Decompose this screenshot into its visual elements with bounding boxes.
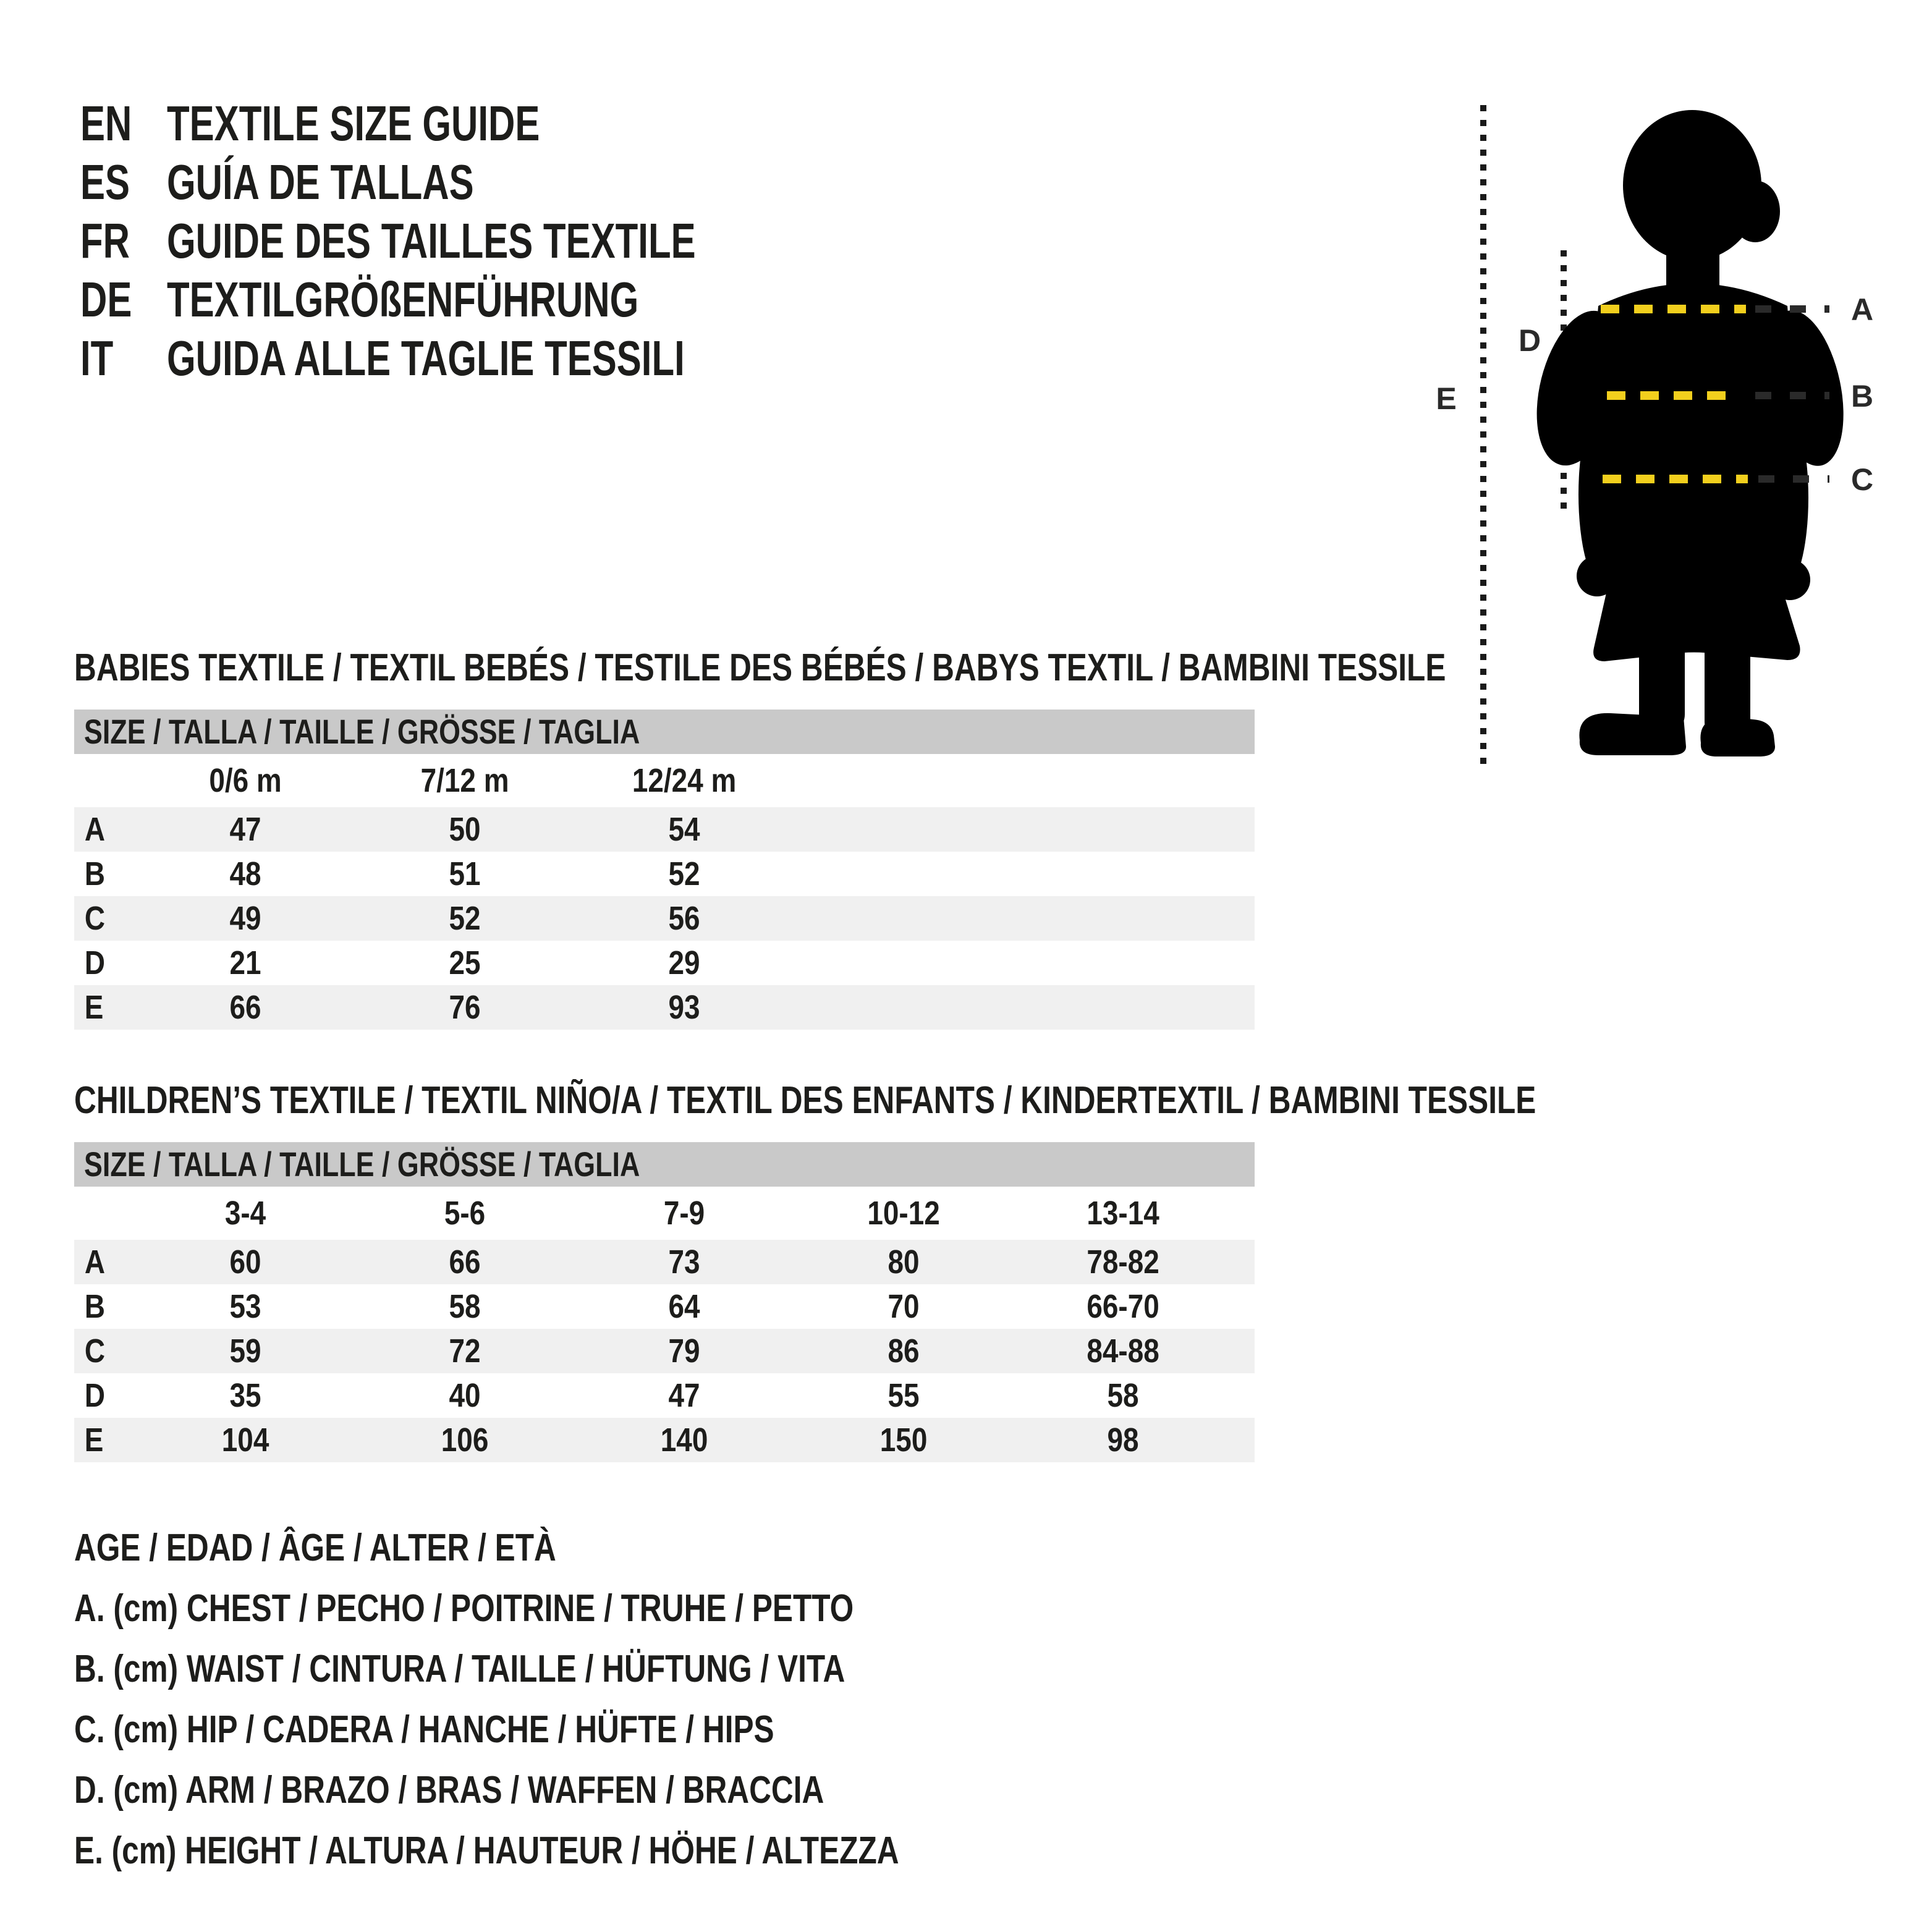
cell-text: 59 xyxy=(229,1332,262,1370)
children-column-10-12-text: 10-12 xyxy=(867,1195,941,1232)
legend-chest xyxy=(74,1578,1105,1639)
children-table-header xyxy=(74,1142,1255,1187)
row-label-text: D xyxy=(84,944,106,981)
babies-row-D xyxy=(74,941,1255,985)
row-label xyxy=(74,810,136,849)
lang-row-en xyxy=(80,94,872,153)
children-column-7-9 xyxy=(575,1194,794,1232)
cell xyxy=(136,1287,355,1326)
cell-text: 53 xyxy=(229,1288,262,1325)
silhouette-right-shoe xyxy=(1700,717,1775,756)
lang-code-fr-text: FR xyxy=(80,213,130,268)
row-label-text: E xyxy=(84,1421,104,1459)
children-size-table xyxy=(74,1142,1255,1462)
lang-title-fr xyxy=(167,213,872,269)
lang-title-es xyxy=(167,154,576,211)
row-label xyxy=(74,1376,136,1415)
babies-section-title xyxy=(74,646,1789,690)
babies-column-7-12m-text: 7/12 m xyxy=(421,762,509,799)
cell xyxy=(136,1332,355,1370)
lang-code-es-text: ES xyxy=(80,154,130,210)
lang-title-de xyxy=(167,271,796,328)
children-row-B xyxy=(74,1284,1255,1329)
lang-code-de xyxy=(80,271,167,328)
children-column-5-6-text: 5-6 xyxy=(444,1195,486,1232)
lang-code-en xyxy=(80,95,167,152)
lang-title-es-text: GUÍA DE TALLAS xyxy=(167,154,474,210)
cell-text: 66 xyxy=(229,989,262,1026)
children-column-header-row xyxy=(74,1187,1255,1240)
lang-row-it xyxy=(80,329,872,388)
row-label xyxy=(74,988,136,1027)
label-A: A xyxy=(1851,292,1874,327)
children-row-C xyxy=(74,1329,1255,1373)
cell xyxy=(136,855,355,893)
cell xyxy=(355,899,575,938)
silhouette-shorts xyxy=(1593,557,1800,661)
cell-text: 49 xyxy=(229,900,262,937)
cell-text: 47 xyxy=(229,811,262,848)
cell xyxy=(355,1243,575,1281)
legend-height-text: E. (cm) HEIGHT / ALTURA / HAUTEUR / HÖHE / ALTEZZA xyxy=(74,1829,899,1872)
cell-text: 21 xyxy=(229,944,262,981)
cell-text: 48 xyxy=(229,855,262,892)
legend-waist xyxy=(74,1639,1105,1700)
cell xyxy=(355,1421,575,1459)
row-label-text: C xyxy=(84,900,106,937)
children-column-7-9-text: 7-9 xyxy=(664,1195,705,1232)
babies-section-title-text: BABIES TEXTILE / TEXTIL BEBÉS / TESTILE DES BÉBÉS / BABYS TEXTIL / BAMBINI TESSILE xyxy=(74,646,1446,689)
babies-column-0-6m-text: 0/6 m xyxy=(209,762,282,799)
cell xyxy=(794,1287,1014,1326)
language-title-block xyxy=(80,94,872,388)
cell xyxy=(355,1376,575,1415)
cell xyxy=(575,899,794,938)
cell xyxy=(355,1332,575,1370)
cell-text: 106 xyxy=(441,1421,489,1459)
silhouette-left-shoe xyxy=(1579,713,1686,755)
cell-text: 58 xyxy=(1107,1377,1140,1414)
lang-row-es xyxy=(80,153,872,211)
cell-text: 25 xyxy=(449,944,481,981)
legend-arm-text: D. (cm) ARM / BRAZO / BRAS / WAFFEN / BRACCIA xyxy=(74,1769,824,1811)
cell xyxy=(355,944,575,982)
cell xyxy=(136,1376,355,1415)
cell-text: 52 xyxy=(668,855,701,892)
cell-text: 73 xyxy=(668,1244,701,1281)
lang-code-it xyxy=(80,330,167,387)
children-column-13-14-text: 13-14 xyxy=(1087,1195,1160,1232)
cell-text: 29 xyxy=(668,944,701,981)
cell xyxy=(355,1287,575,1326)
children-row-A xyxy=(74,1240,1255,1284)
row-label-text: A xyxy=(84,811,106,848)
cell xyxy=(355,810,575,849)
lang-title-it xyxy=(167,330,857,387)
row-label-text: B xyxy=(84,855,106,892)
cell xyxy=(355,855,575,893)
row-label xyxy=(74,1332,136,1370)
cell xyxy=(1014,1332,1233,1370)
cell-text: 55 xyxy=(888,1377,920,1414)
lang-code-en-text: EN xyxy=(80,95,132,151)
label-C: C xyxy=(1851,462,1874,497)
row-label-text: D xyxy=(84,1377,106,1414)
cell xyxy=(1014,1421,1233,1459)
cell xyxy=(1014,1376,1233,1415)
cell-text: 47 xyxy=(668,1377,701,1414)
cell-text: 35 xyxy=(229,1377,262,1414)
cell-text: 56 xyxy=(668,900,701,937)
children-column-3-4-text: 3-4 xyxy=(225,1195,266,1232)
cell-text: 98 xyxy=(1107,1421,1140,1459)
cell-text: 78-82 xyxy=(1087,1244,1160,1281)
lang-title-en xyxy=(167,95,664,152)
cell xyxy=(794,1243,1014,1281)
cell-text: 52 xyxy=(449,900,481,937)
cell-text: 66-70 xyxy=(1087,1288,1160,1325)
children-table-header-text: SIZE / TALLA / TAILLE / GRÖSSE / TAGLIA xyxy=(84,1145,640,1184)
legend-waist-text: B. (cm) WAIST / CINTURA / TAILLE / HÜFTUNG / VITA xyxy=(74,1648,845,1690)
cell xyxy=(794,1376,1014,1415)
children-section-title-text: CHILDREN’S TEXTILE / TEXTIL NIÑO/A / TEXTIL DES ENFANTS / KINDERTEXTIL / BAMBINI TESSILE xyxy=(74,1079,1536,1122)
label-D: D xyxy=(1518,323,1541,358)
lang-code-fr xyxy=(80,213,167,269)
children-column-5-6 xyxy=(355,1194,575,1232)
cell xyxy=(575,1376,794,1415)
cell-text: 86 xyxy=(888,1332,920,1370)
lang-title-fr-text: GUIDE DES TAILLES TEXTILE xyxy=(167,213,696,268)
cell-text: 79 xyxy=(668,1332,701,1370)
cell-text: 60 xyxy=(229,1244,262,1281)
cell xyxy=(575,1287,794,1326)
legend-height xyxy=(74,1821,1105,1881)
cell xyxy=(575,855,794,893)
measurement-legend xyxy=(74,1518,1105,1881)
lang-title-de-text: TEXTILGRÖßENFÜHRUNG xyxy=(167,271,639,327)
cell xyxy=(575,944,794,982)
cell xyxy=(1014,1243,1233,1281)
cell xyxy=(794,1332,1014,1370)
legend-age-text: AGE / EDAD / ÂGE / ALTER / ETÀ xyxy=(74,1527,556,1569)
cell xyxy=(794,1421,1014,1459)
row-label-text: C xyxy=(84,1332,106,1370)
babies-column-0-6m xyxy=(136,761,355,800)
babies-column-12-24m-text: 12/24 m xyxy=(632,762,737,799)
cell xyxy=(136,1243,355,1281)
row-label xyxy=(74,1243,136,1281)
row-label xyxy=(74,855,136,893)
cell xyxy=(1014,1287,1233,1326)
legend-age xyxy=(74,1518,1105,1578)
row-label xyxy=(74,1287,136,1326)
lang-code-it-text: IT xyxy=(80,330,114,386)
cell-text: 150 xyxy=(880,1421,928,1459)
silhouette-hair-bump xyxy=(1731,180,1780,242)
cell-text: 51 xyxy=(449,855,481,892)
cell xyxy=(355,988,575,1027)
babies-table-header xyxy=(74,710,1255,754)
cell-text: 70 xyxy=(888,1288,920,1325)
cell-text: 54 xyxy=(668,811,701,848)
cell-text: 50 xyxy=(449,811,481,848)
cell xyxy=(575,810,794,849)
cell xyxy=(575,1421,794,1459)
babies-size-table xyxy=(74,710,1255,1030)
legend-hip xyxy=(74,1700,1105,1760)
children-column-13-14 xyxy=(1014,1194,1233,1232)
cell-text: 80 xyxy=(888,1244,920,1281)
cell-text: 64 xyxy=(668,1288,701,1325)
babies-column-12-24m xyxy=(575,761,794,800)
babies-table-header-text: SIZE / TALLA / TAILLE / GRÖSSE / TAGLIA xyxy=(84,712,640,751)
cell-text: 66 xyxy=(449,1244,481,1281)
cell xyxy=(136,810,355,849)
legend-arm xyxy=(74,1760,1105,1821)
children-row-D xyxy=(74,1373,1255,1418)
cell-text: 84-88 xyxy=(1087,1332,1160,1370)
babies-column-7-12m xyxy=(355,761,575,800)
label-E: E xyxy=(1436,381,1457,416)
children-row-E xyxy=(74,1418,1255,1462)
babies-row-B xyxy=(74,852,1255,896)
children-column-10-12 xyxy=(794,1194,1014,1232)
cell-text: 93 xyxy=(668,989,701,1026)
row-label-text: E xyxy=(84,989,104,1026)
legend-chest-text: A. (cm) CHEST / PECHO / POITRINE / TRUHE / PETTO xyxy=(74,1587,854,1630)
row-label xyxy=(74,899,136,938)
cell-text: 140 xyxy=(661,1421,708,1459)
cell-text: 104 xyxy=(222,1421,269,1459)
cell-text: 72 xyxy=(449,1332,481,1370)
lang-code-de-text: DE xyxy=(80,271,132,327)
cell xyxy=(575,988,794,1027)
cell-text: 76 xyxy=(449,989,481,1026)
cell xyxy=(136,899,355,938)
lang-row-fr xyxy=(80,211,872,270)
row-label-text: B xyxy=(84,1288,106,1325)
label-B: B xyxy=(1851,379,1874,413)
children-section-title xyxy=(74,1079,1902,1122)
cell-text: 58 xyxy=(449,1288,481,1325)
cell xyxy=(136,944,355,982)
children-column-3-4 xyxy=(136,1194,355,1232)
lang-title-it-text: GUIDA ALLE TAGLIE TESSILI xyxy=(167,330,685,386)
legend-hip-text: C. (cm) HIP / CADERA / HANCHE / HÜFTE / HIPS xyxy=(74,1708,774,1751)
lang-title-en-text: TEXTILE SIZE GUIDE xyxy=(167,95,540,151)
cell xyxy=(575,1332,794,1370)
lang-row-de xyxy=(80,270,872,329)
row-label xyxy=(74,1421,136,1459)
babies-row-A xyxy=(74,807,1255,852)
lang-code-es xyxy=(80,154,167,211)
cell xyxy=(136,988,355,1027)
cell xyxy=(136,1421,355,1459)
row-label-text: A xyxy=(84,1244,106,1281)
babies-row-E xyxy=(74,985,1255,1030)
row-label xyxy=(74,944,136,982)
babies-row-C xyxy=(74,896,1255,941)
babies-column-header-row xyxy=(74,754,1255,807)
cell-text: 40 xyxy=(449,1377,481,1414)
cell xyxy=(575,1243,794,1281)
